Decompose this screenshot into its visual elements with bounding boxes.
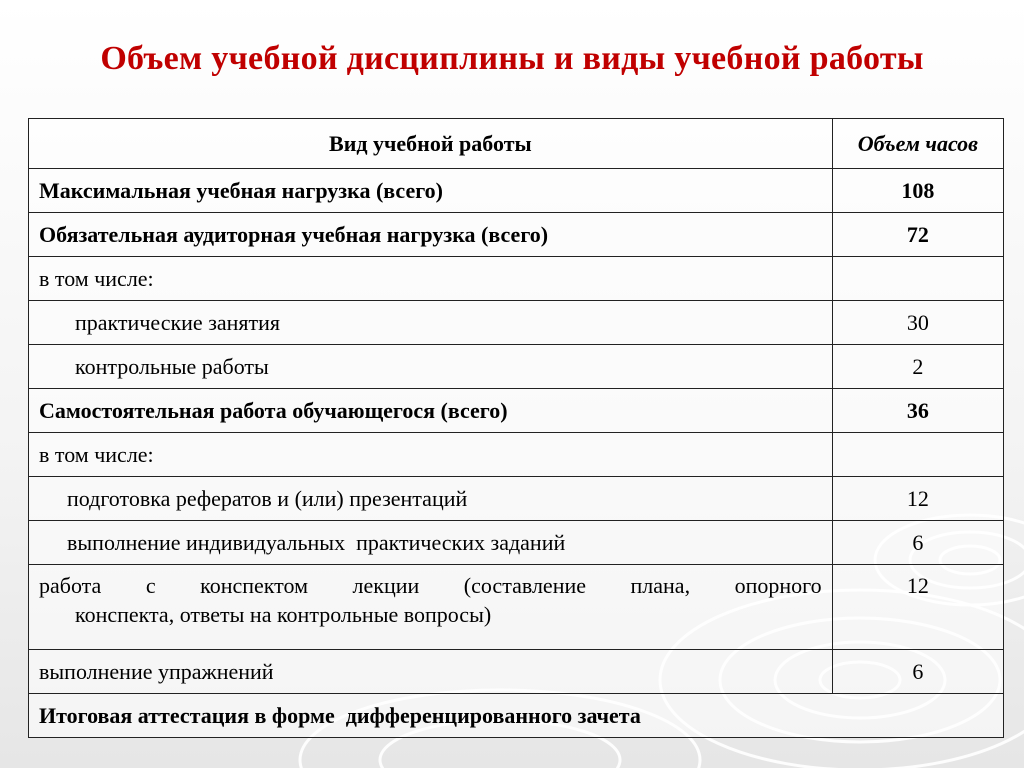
- header-hours: Объем часов: [832, 119, 1003, 169]
- table-row: [29, 433, 1004, 477]
- row-value: 6: [832, 650, 1003, 694]
- table-row: [29, 389, 1004, 433]
- row-value: 2: [832, 345, 1003, 389]
- row-label: Самостоятельная работа обучающегося (всего): [29, 389, 833, 433]
- row-value: 12: [832, 477, 1003, 521]
- row-label-line2: конспекта, ответы на контрольные вопросы): [75, 602, 492, 628]
- table-row: [29, 521, 1004, 565]
- row-value: 30: [832, 301, 1003, 345]
- row-label: выполнение упражнений: [29, 650, 833, 694]
- row-value: 108: [832, 169, 1003, 213]
- page-title: Объем учебной дисциплины и виды учебной работы: [100, 40, 924, 77]
- row-label: в том числе:: [29, 433, 833, 477]
- row-value: 6: [832, 521, 1003, 565]
- row-label: практические занятия: [29, 301, 833, 345]
- row-value: [832, 257, 1003, 301]
- row-label: контрольные работы: [29, 345, 833, 389]
- row-value: 36: [832, 389, 1003, 433]
- row-value: 12: [832, 565, 1003, 650]
- table-header-row: [29, 119, 1004, 169]
- row-label: подготовка рефератов и (или) презентаций: [29, 477, 833, 521]
- table-row: [29, 213, 1004, 257]
- study-load-table: [28, 118, 1004, 738]
- row-label: Максимальная учебная нагрузка (всего): [29, 169, 833, 213]
- table-row: [29, 694, 1004, 738]
- row-label: Обязательная аудиторная учебная нагрузка (всего): [29, 213, 833, 257]
- table-row: [29, 257, 1004, 301]
- row-label-line1: работа с конспектом лекции (составление плана, опорного: [39, 573, 822, 598]
- table-row: [29, 169, 1004, 213]
- table-row: [29, 650, 1004, 694]
- table-row: [29, 477, 1004, 521]
- header-work-type: Вид учебной работы: [29, 119, 833, 169]
- row-value: [832, 433, 1003, 477]
- final-attestation-label: Итоговая аттестация в форме дифференцированного зачета: [29, 694, 1004, 738]
- table-row: [29, 301, 1004, 345]
- row-label: выполнение индивидуальных практических заданий: [29, 521, 833, 565]
- row-value: 72: [832, 213, 1003, 257]
- row-label: [29, 565, 833, 650]
- table-row: [29, 345, 1004, 389]
- row-label: в том числе:: [29, 257, 833, 301]
- table-row: [29, 565, 1004, 650]
